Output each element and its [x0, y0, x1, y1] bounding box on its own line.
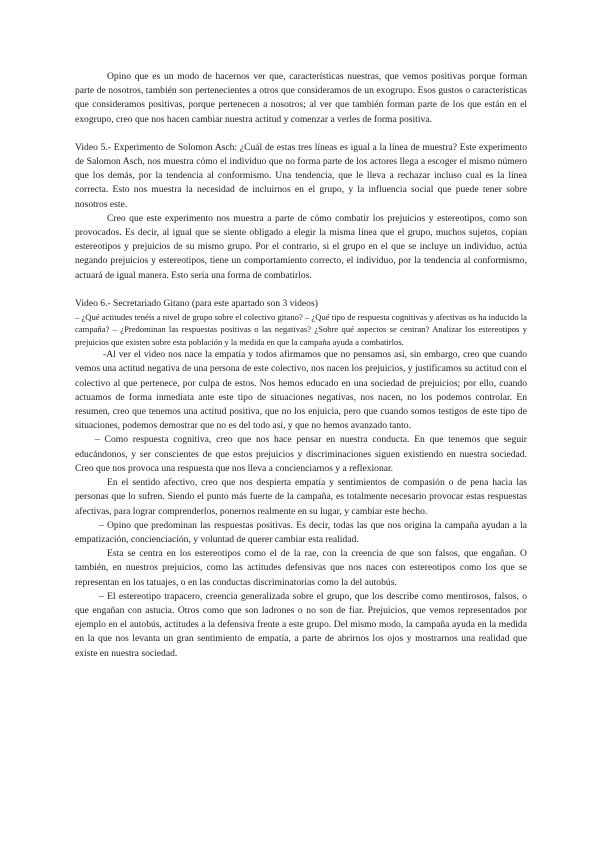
paragraph-stereotypes-focus: Esta se centra en los estereotipos como el de la rae, con la creencia de que son falsos, que engañan. O también, en nuestros prejuicios, como las actitudes defensivas que nos naces con estereotipos como los que se representan en los tatuajes, o en las conductas discriminatorias como la del autobús.	[75, 548, 527, 588]
paragraph-cognitive-response: – Como respuesta cognitiva, creo que nos hace pensar en nuestra conducta. En que tenemos que seguir educándonos, y ser conscientes de que estos prejuicios y discriminaciones siguen existiendo en nuestra sociedad. Creo que nos provoca una respuesta que nos lleva a concienciarnos y a reflexionar.	[75, 434, 527, 474]
paragraph-empathy: -Al ver el video nos nace la empatía y todos afirmamos que no pensamos así, sin embargo, creo que cuando vemos una actitud negativa de una persona de este colectivo, nos nacen los prejuicios, y justificamos su actitud con el colectivo al que pertenece, por culpa de estos. Nos hemos educado en una sociedad de prejuicios; por ello, cuando actuamos de forma inmediata ante este tipo de situaciones negativas, nos nacen, no los podemos controlar. En resumen, creo que tenemos una actitud positiva, que no los enjuicia, pero que cuando somos testigos de este tipo de situaciones, podemos demostrar que no es del todo así, y que no hemos avanzado tanto.	[75, 349, 527, 432]
video6-questions: – ¿Qué actitudes tenéis a nivel de grupo sobre el colectivo gitano? – ¿Qué tipo de respuesta cognitivas y afectivas os ha inducido la campaña? – ¿Predominan las respuestas positivas o las negativas? ¿Sobre qué aspectos se centran? Analizar los estereotipos y prejuicios que existen sobre esta población y la medida en que la campaña ayuda a combatirlos.	[75, 312, 527, 347]
paragraph-exogroup-opinion: Opino que es un modo de hacernos ver que, características nuestras, que vemos positivas porque forman parte de nosotros, también son pertenecientes a otros que consideramos de un exogrupo. Esos gustos o características que consideramos positivas, porque pertenecen a nosotros; al ver que también forman parte de los que están en el exogrupo, creo que nos hacen cambiar nuestra actitud y comenzar a verles de forma positiva.	[75, 71, 527, 125]
video5-text: Este experimento de Salomon Asch, nos muestra cómo el individuo que no forma parte de los actores llega a escoger el mismo número que los demás, por la tendencia al conformismo. Una tendencia, que le lleva a rechazar incluso cual es la línea correcta. Esto nos muestra la necesidad de incluirnos en el grupo, y la influencia social que puede tener sobre nosotros este.	[75, 141, 528, 210]
video6-heading: Video 6.- Secretariado Gitano (para este apartado son 3 videos)	[75, 297, 318, 309]
paragraph-trapacero-stereotype: – El estereotipo trapacero, creencia generalizada sobre el grupo, que los describe como mentirosos, falsos, o que engañan con astucia. Otros como que son ladrones o no son de fiar. Prejuicios, que vemos representados por ejemplo en el autobús, actitudes a la defensiva frente a este grupo. Del mismo modo, la campaña ayuda en la medida en la que nos levanta un gran sentimiento de empatía, a parte de abrirnos los ojos y mostrarnos una realidad que existe en nuestra sociedad.	[75, 590, 527, 659]
paragraph-positive-responses: – Opino que predominan las respuestas positivas. Es decir, todas las que nos origina la campaña ayudan a la empatización, concienciación, y voluntad de querer cambiar esta realidad.	[75, 519, 527, 545]
video5-heading: Video 5.- Experimento de Solomon Asch: ¿Cuál de estas tres líneas es igual a la línea de muestra?	[75, 141, 458, 153]
spacer	[75, 127, 527, 141]
paragraph-asch-conclusion: Creo que este experimento nos muestra a parte de cómo combatir los prejuicios y estereotipos, como son provocados. Es decir, al igual que se siente obligado a elegir la misma línea que el grupo, muchos sujetos, copian estereotipos y prejuicios de su mismo grupo. Por el contrario, si el grupo en el que se incluye un individuo, actúa negando prejuicios y estereotipos, tiene un comportamiento correcto, el individuo, por la tendencia al conformismo, actuará de igual manera. Esto sería una forma de combatirlos.	[75, 212, 527, 281]
paragraph-affective-response: En el sentido afectivo, creo que nos despierta empatía y sentimientos de compasión o de pena hacia las personas que lo sufren. Siendo el punto más fuerte de la campaña, es totalmente necesario provocar estas respuestas afectivas, para lograr comprenderlos, ponernos realmente en su lugar, y cambiar este hecho.	[75, 477, 527, 517]
paragraph-video5	[75, 141, 527, 212]
document-page	[75, 70, 527, 661]
spacer	[75, 283, 527, 297]
